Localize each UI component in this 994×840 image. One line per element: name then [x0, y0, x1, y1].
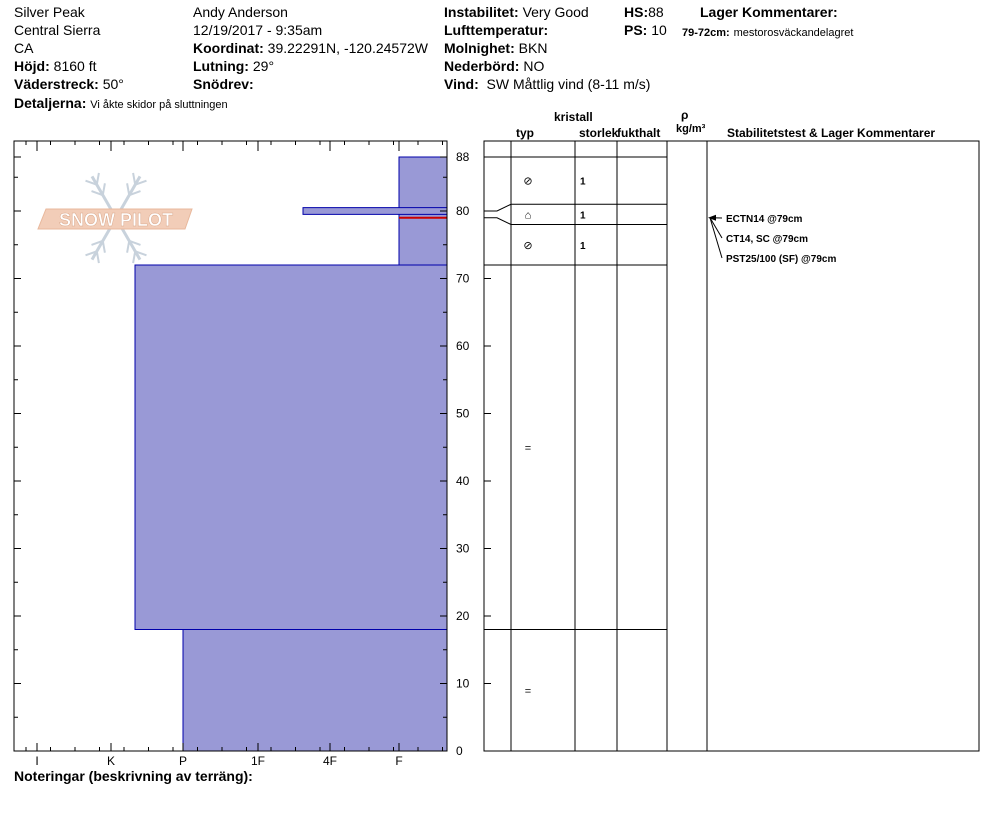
density-unit-header: kg/m³ [676, 123, 706, 135]
logo-snowflake-branch [97, 173, 99, 185]
details-label: Detaljerna: [14, 95, 87, 111]
crystal-header: kristall [554, 110, 593, 124]
y-tick-label: 60 [456, 339, 470, 353]
aspect-label: Väderstreck: [14, 76, 99, 92]
x-tick-label: K [106, 754, 116, 768]
slope-value: 29° [252, 58, 275, 74]
moisture-header: fukthalt [617, 126, 661, 140]
grain-type-symbol: ⊘ [523, 239, 533, 252]
grain-size-value: 1 [580, 176, 586, 188]
details-value: Vi åkte skidor på sluttningen [90, 99, 228, 111]
x-tick-label: I [35, 754, 39, 768]
depth-connector [484, 218, 511, 225]
elevation-label: Höjd: [14, 58, 50, 74]
logo-snowflake-branch [127, 183, 129, 195]
grain-size-value: 1 [580, 210, 586, 222]
y-tick-label: 70 [456, 271, 470, 286]
logo-snowflake-branch [133, 173, 135, 185]
aspect-value: 50° [102, 76, 124, 92]
slope-label: Lutning: [193, 58, 249, 74]
y-tick-label: 40 [456, 474, 470, 488]
precip-value: NO [523, 58, 545, 74]
layer-comments-label: Lager Kommentarer: [700, 4, 838, 20]
logo-snowflake-branch [103, 241, 105, 253]
surface-hoar-layer-bar [303, 208, 447, 215]
stability-test-leader [710, 218, 722, 258]
size-header: storlek [579, 126, 619, 140]
y-tick-label: 50 [456, 406, 470, 421]
hs-value: 88 [648, 4, 664, 20]
x-tick-label: 1F [250, 754, 266, 768]
grain-type-symbol: ⊘ [523, 175, 533, 188]
layer-comment-text: mestorosväckandelagret [733, 27, 854, 39]
hardness-profile [135, 157, 447, 751]
location: Silver Peak [14, 4, 85, 20]
layer-table [484, 141, 979, 751]
logo-text: SNOW PILOT [59, 210, 173, 230]
notes-label: Noteringar (beskrivning av terräng): [14, 768, 253, 784]
datetime: 12/19/2017 - 9:35am [193, 22, 323, 38]
snowpilot-logo [38, 173, 192, 263]
table-frame [484, 141, 979, 751]
x-tick-label: 4F [322, 754, 338, 768]
x-tick-label: P [178, 754, 188, 768]
hardness-layer-bar [399, 218, 447, 265]
mountain-range: Central Sierra [14, 22, 101, 38]
rho-header: ρ [681, 108, 689, 122]
y-tick-label: 88 [456, 150, 470, 164]
observer: Andy Anderson [193, 4, 288, 20]
precip-label: Nederbörd: [444, 58, 520, 74]
grain-type-symbol: = [524, 442, 532, 455]
airtemp-label: Lufttemperatur: [444, 22, 549, 38]
logo-snowflake-branch [133, 251, 135, 263]
layer-comment-range: 79-72cm: [682, 27, 730, 39]
y-tick-label: 20 [456, 609, 470, 623]
y-tick-label: 0 [456, 744, 463, 758]
grain-type-symbol: = [524, 685, 532, 698]
coord-label: Koordinat: [193, 40, 264, 56]
depth-connector [484, 204, 511, 211]
coord-value: 39.22291N, -120.24572W [267, 40, 428, 56]
ps-value: 10 [651, 22, 667, 38]
stability-test-label: ECTN14 @79cm [726, 214, 803, 225]
sky-value: BKN [518, 40, 548, 56]
wind-direction: SW [486, 76, 510, 92]
stability-test-leader [710, 218, 722, 238]
stability-test-label: CT14, SC @79cm [726, 234, 809, 245]
grain-type-symbol: ⌂ [524, 209, 532, 222]
type-header: typ [516, 126, 534, 140]
logo-snowflake-branch [103, 183, 105, 195]
grain-size-value: 1 [580, 240, 586, 252]
stability-test-label: PST25/100 (SF) @79cm [726, 254, 837, 265]
stability-tests [708, 214, 836, 265]
y-tick-label: 30 [456, 541, 470, 556]
y-tick-label: 80 [456, 204, 470, 218]
hs-label: HS: [624, 4, 649, 20]
logo-snowflake-branch [127, 241, 129, 253]
hardness-layer-bar [135, 265, 447, 630]
elevation-value: 8160 ft [53, 58, 97, 74]
x-tick-label: F [395, 754, 403, 768]
logo-snowflake-branch [97, 251, 99, 263]
wind-label: Vind: [444, 76, 479, 92]
state: CA [14, 40, 34, 56]
stability-header: Stabilitetstest & Lager Kommentarer [727, 126, 936, 140]
stability-test-arrowhead [708, 215, 716, 221]
instability-value: Very Good [522, 4, 589, 20]
instability-label: Instabilitet: [444, 4, 519, 20]
y-tick-label: 10 [456, 676, 470, 691]
ps-label: PS: [624, 22, 648, 38]
hardness-layer-bar [183, 630, 447, 752]
sky-label: Molnighet: [444, 40, 515, 56]
wind-value: Måttlig vind (8-11 m/s) [512, 76, 651, 92]
snowfall-label: Snödrev: [193, 76, 254, 92]
